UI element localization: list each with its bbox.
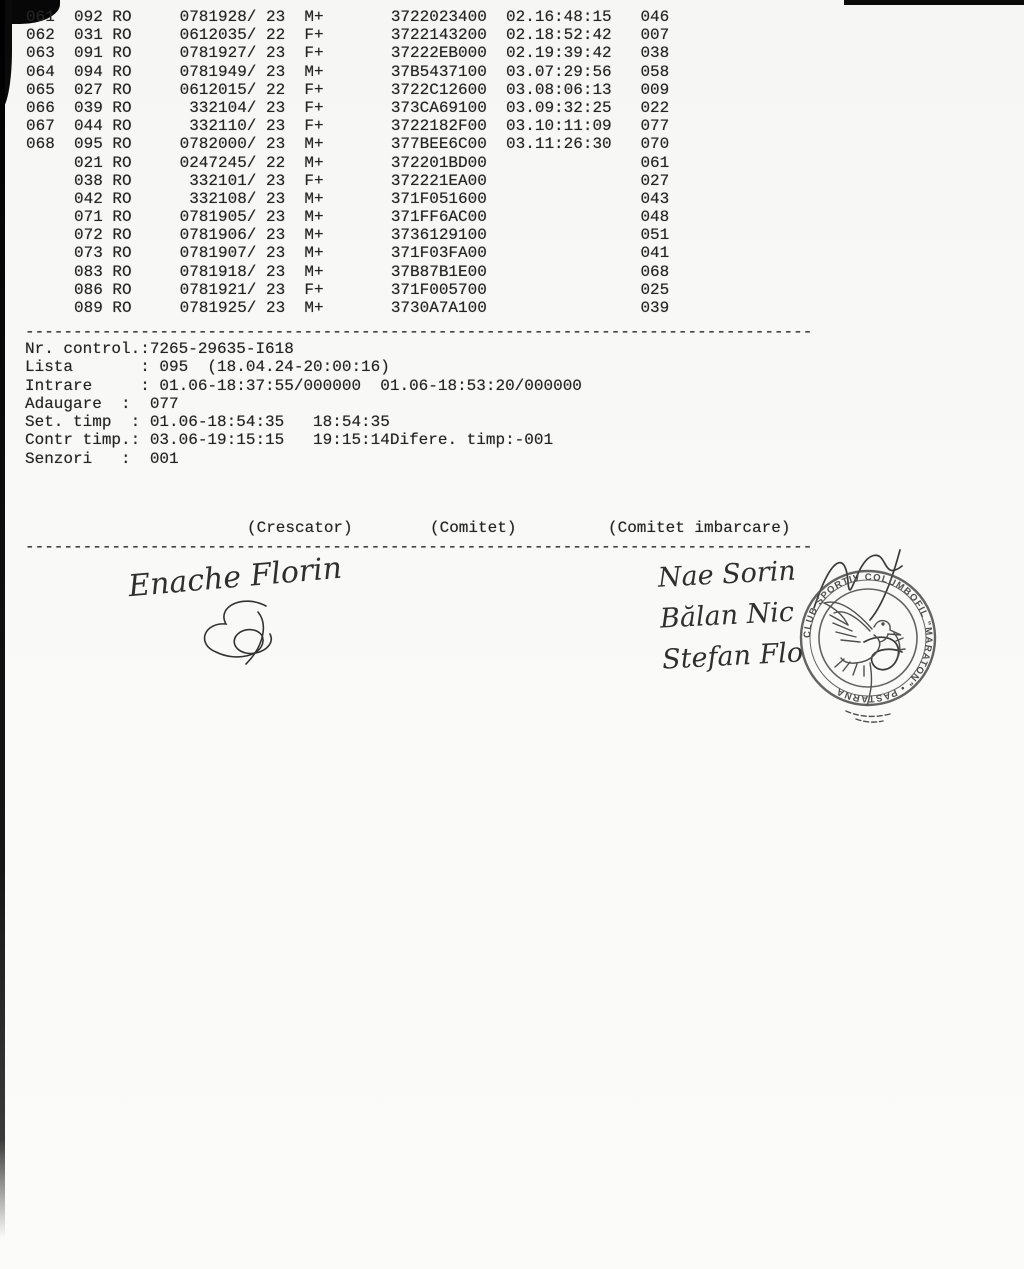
table-row [26, 172, 669, 190]
cell-sex: M+ [304, 208, 324, 227]
cell-country: RO [112, 98, 132, 117]
cell-bird-no: 031 [74, 26, 103, 45]
cell-country: RO [112, 244, 132, 263]
scan-edge-top-right [844, 0, 1024, 5]
cell-ring-number: 0247245/ [179, 153, 257, 172]
cell-country: RO [112, 26, 132, 45]
cell-arrival-time [506, 172, 612, 190]
cell-order-no: 043 [640, 189, 670, 208]
cell-arrival-time [506, 299, 612, 317]
table-row [26, 226, 669, 244]
table-row [26, 8, 669, 26]
cell-ring-number: 0781925/ [179, 299, 257, 317]
cell-order-no: 058 [640, 62, 670, 81]
cell-bird-no: 091 [74, 44, 103, 63]
cell-sex: F+ [304, 44, 324, 63]
dashed-separator-top: ---------------------------------------------------------------------------------- [25, 323, 813, 341]
cell-chip-code: 371F051600 [390, 189, 487, 208]
cell-sex: M+ [304, 226, 324, 245]
cell-bird-no: 071 [74, 208, 103, 227]
cell-bird-no: 021 [74, 153, 103, 172]
cell-rank: 066 [26, 98, 55, 117]
cell-order-no: 027 [640, 171, 670, 190]
cell-ring-number: 0781905/ [179, 208, 257, 227]
cell-ring-number: 0782000/ [179, 135, 257, 154]
cell-bird-no: 042 [74, 189, 103, 208]
cell-sex: F+ [304, 171, 324, 190]
cell-bird-no: 044 [74, 117, 103, 136]
cell-year: 22 [266, 80, 286, 99]
cell-rank [26, 299, 55, 317]
cell-ring-number: 0781927/ [179, 44, 257, 63]
cell-order-no: 022 [640, 98, 670, 117]
cell-ring-number: 332104/ [189, 98, 257, 117]
handwritten-committee-names [657, 550, 804, 680]
cell-order-no: 041 [640, 244, 670, 263]
cell-year: 22 [266, 153, 286, 172]
cell-rank: 061 [26, 8, 55, 26]
cell-arrival-time [506, 263, 612, 281]
cell-rank [26, 154, 55, 172]
table-row [26, 299, 669, 317]
cell-rank [26, 172, 55, 190]
table-row [26, 263, 669, 281]
cell-arrival-time: 03.10:11:09 [506, 117, 612, 136]
results-table [26, 8, 669, 317]
cell-arrival-time: 02.16:48:15 [506, 8, 612, 26]
cell-rank [26, 263, 55, 281]
cell-bird-no: 083 [74, 262, 103, 281]
cell-country: RO [112, 117, 132, 136]
cell-arrival-time [506, 244, 612, 262]
cell-year: 22 [266, 26, 286, 45]
cell-country: RO [112, 189, 132, 208]
cell-arrival-time: 02.18:52:42 [506, 26, 612, 45]
cell-country: RO [112, 44, 132, 63]
cell-arrival-time: 03.09:32:25 [506, 98, 612, 117]
cell-rank [26, 226, 55, 244]
cell-country: RO [112, 135, 132, 154]
cell-country: RO [112, 299, 132, 317]
cell-country: RO [112, 171, 132, 190]
cell-chip-code: 371FF6AC00 [390, 208, 487, 227]
cell-bird-no: 095 [74, 135, 103, 154]
cell-arrival-time [506, 190, 612, 208]
cell-chip-code: 3722C12600 [390, 80, 487, 99]
cell-sex: M+ [304, 8, 324, 26]
cell-arrival-time [506, 208, 612, 226]
cell-year: 23 [266, 117, 286, 136]
table-row [26, 44, 669, 62]
table-row [26, 63, 669, 81]
cell-year: 23 [266, 262, 286, 281]
cell-chip-code: 3730A7A100 [390, 299, 487, 317]
cell-rank: 062 [26, 26, 55, 45]
crescator-signature-flourish [186, 594, 306, 674]
cell-year: 23 [266, 189, 286, 208]
cell-bird-no: 072 [74, 226, 103, 245]
scan-edge-left [0, 0, 5, 1238]
cell-year: 23 [266, 280, 286, 299]
cell-rank [26, 190, 55, 208]
cell-sex: F+ [304, 98, 324, 117]
table-row [26, 117, 669, 135]
cell-year: 23 [266, 98, 286, 117]
svg-text:CLUB SPORTIV COLUMBOFIL "MARAT [802, 572, 934, 704]
table-row [26, 208, 669, 226]
cell-order-no: 068 [640, 262, 670, 281]
cell-arrival-time [506, 154, 612, 172]
cell-rank: 068 [26, 135, 55, 154]
cell-order-no: 061 [640, 153, 670, 172]
label-comitet-imbarcare: (Comitet imbarcare) [608, 519, 791, 537]
cell-year: 23 [266, 226, 286, 245]
control-block [25, 340, 582, 468]
cell-ring-number: 0612035/ [179, 26, 257, 45]
table-row [26, 99, 669, 117]
control-line: Lista : 095 (18.04.24-20:00:16) [25, 358, 390, 377]
cell-arrival-time [506, 226, 612, 244]
cell-year: 23 [266, 244, 286, 263]
control-line: Adaugare : 077 [25, 394, 179, 413]
cell-rank: 064 [26, 62, 55, 81]
cell-ring-number: 0781928/ [179, 8, 257, 26]
cell-year: 23 [266, 135, 286, 154]
cell-ring-number: 0781906/ [179, 226, 257, 245]
cell-arrival-time: 03.07:29:56 [506, 62, 612, 81]
cell-country: RO [112, 208, 132, 227]
cell-order-no: 007 [640, 26, 670, 45]
cell-country: RO [112, 226, 132, 245]
cell-sex: M+ [304, 135, 324, 154]
cell-rank: 063 [26, 44, 55, 63]
cell-chip-code: 372221EA00 [390, 171, 487, 190]
stamp-text: CLUB SPORTIV COLUMBOFIL "MARATON" • PASTARNA [801, 571, 935, 705]
cell-bird-no: 089 [74, 299, 103, 317]
cell-sex: M+ [304, 244, 324, 263]
table-row [26, 135, 669, 153]
cell-sex: F+ [304, 80, 324, 99]
cell-arrival-time: 03.11:26:30 [506, 135, 612, 154]
cell-bird-no: 027 [74, 80, 103, 99]
cell-order-no: 077 [640, 117, 670, 136]
cell-bird-no: 038 [74, 171, 103, 190]
control-line: Contr timp.: 03.06-19:15:15 19:15:14Difere. timp:-001 [25, 431, 554, 450]
cell-chip-code: 371F005700 [390, 280, 487, 299]
cell-country: RO [112, 80, 132, 99]
cell-order-no: 039 [640, 299, 670, 317]
cell-order-no: 048 [640, 208, 670, 227]
cell-chip-code: 372201BD00 [390, 153, 487, 172]
cell-order-no: 051 [640, 226, 670, 245]
cell-bird-no: 073 [74, 244, 103, 263]
label-comitet: (Comitet) [430, 519, 517, 537]
cell-country: RO [112, 262, 132, 281]
table-row [26, 81, 669, 99]
cell-chip-code: 3722143200 [390, 26, 487, 45]
control-line: Nr. control.:7265-29635-I618 [25, 340, 294, 358]
cell-chip-code: 37222EB000 [390, 44, 487, 63]
handwritten-name: Stefan Flo [661, 637, 804, 676]
control-line: Intrare : 01.06-18:37:55/000000 01.06-18:53:20/000000 [25, 376, 582, 395]
cell-ring-number: 0781918/ [179, 262, 257, 281]
cell-country: RO [112, 153, 132, 172]
cell-sex: M+ [304, 262, 324, 281]
table-row [26, 244, 669, 262]
cell-sex: F+ [304, 26, 324, 45]
cell-chip-code: 377BEE6C00 [390, 135, 487, 154]
cell-sex: M+ [304, 62, 324, 81]
cell-bird-no: 039 [74, 98, 103, 117]
cell-ring-number: 0781949/ [179, 62, 257, 81]
cell-arrival-time: 03.08:06:13 [506, 80, 612, 99]
cell-ring-number: 0781921/ [179, 280, 257, 299]
cell-rank [26, 208, 55, 226]
stamp-outer-ring [801, 571, 935, 705]
cell-year: 23 [266, 8, 286, 26]
cell-chip-code: 373CA69100 [390, 98, 487, 117]
cell-ring-number: 0781907/ [179, 244, 257, 263]
control-line: Senzori : 001 [25, 449, 179, 468]
cell-rank [26, 244, 55, 262]
cell-year: 23 [266, 208, 286, 227]
cell-chip-code: 37B87B1E00 [390, 262, 487, 281]
cell-order-no: 070 [640, 135, 670, 154]
handwritten-name: Bălan Nic [659, 596, 795, 635]
cell-sex: M+ [304, 189, 324, 208]
table-row [26, 190, 669, 208]
cell-order-no: 009 [640, 80, 670, 99]
club-stamp [786, 561, 950, 733]
cell-country: RO [112, 8, 132, 26]
handwritten-crescator-name: Enache Florin [126, 550, 344, 605]
cell-year: 23 [266, 44, 286, 63]
cell-bird-no: 094 [74, 62, 103, 81]
cell-bird-no: 092 [74, 8, 103, 26]
cell-ring-number: 332108/ [189, 189, 257, 208]
dashed-separator-signatures: ---------------------------------------------------------------------------------- [25, 538, 813, 556]
table-row [26, 281, 669, 299]
cell-chip-code: 3722182F00 [390, 117, 487, 136]
cell-chip-code: 371F03FA00 [390, 244, 487, 263]
cell-sex: M+ [304, 153, 324, 172]
cell-sex: F+ [304, 117, 324, 136]
control-line: Set. timp : 01.06-18:54:35 18:54:35 [25, 413, 390, 432]
cell-bird-no: 086 [74, 280, 103, 299]
cell-arrival-time [506, 281, 612, 299]
cell-year: 23 [266, 299, 286, 317]
table-row [26, 154, 669, 172]
cell-arrival-time: 02.19:39:42 [506, 44, 612, 63]
cell-country: RO [112, 62, 132, 81]
cell-rank: 067 [26, 117, 55, 136]
cell-chip-code: 3736129100 [390, 226, 487, 245]
cell-rank: 065 [26, 80, 55, 99]
cell-order-no: 038 [640, 44, 670, 63]
cell-order-no: 046 [640, 8, 670, 26]
cell-rank [26, 281, 55, 299]
label-crescator: (Crescator) [247, 519, 353, 537]
handwritten-name: Nae Sorin [657, 555, 797, 594]
cell-ring-number: 0612015/ [179, 80, 257, 99]
cell-order-no: 025 [640, 280, 670, 299]
cell-year: 23 [266, 171, 286, 190]
table-row [26, 26, 669, 44]
cell-sex: M+ [304, 299, 324, 317]
cell-chip-code: 3722023400 [390, 8, 487, 26]
cell-year: 23 [266, 62, 286, 81]
cell-sex: F+ [304, 280, 324, 299]
cell-chip-code: 37B5437100 [390, 62, 487, 81]
cell-ring-number: 332101/ [189, 171, 257, 190]
cell-country: RO [112, 280, 132, 299]
cell-ring-number: 332110/ [189, 117, 257, 136]
